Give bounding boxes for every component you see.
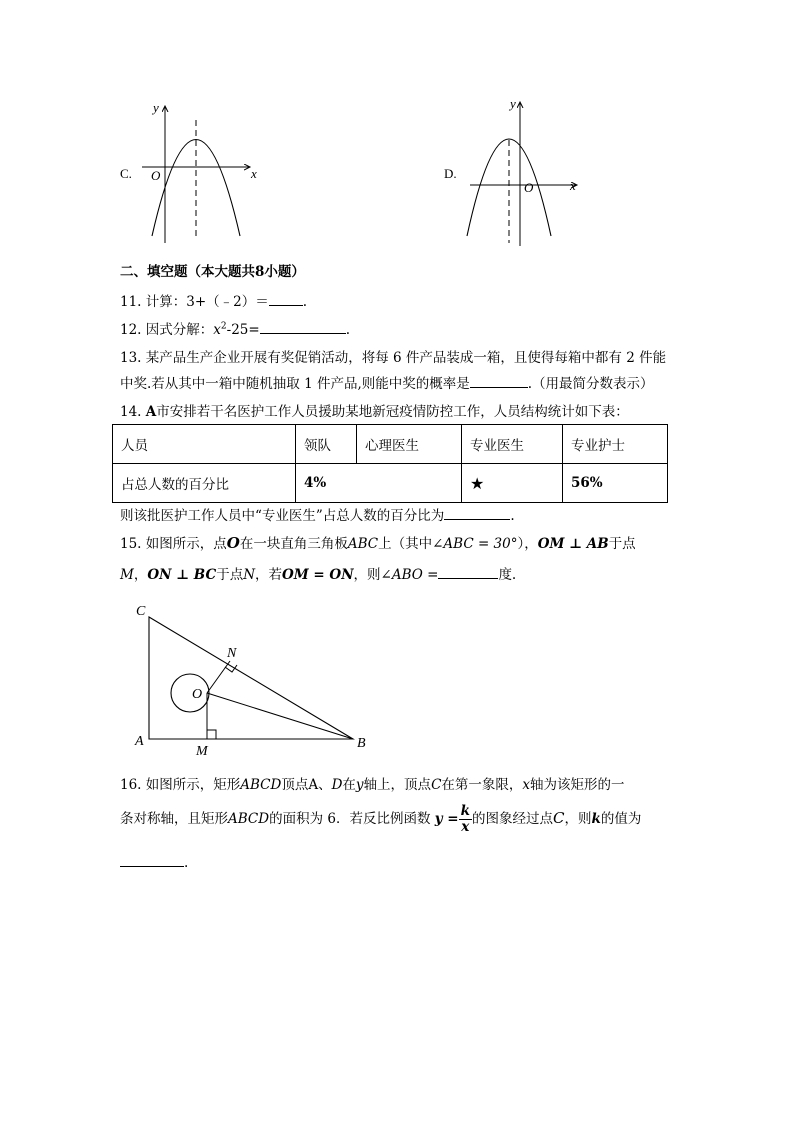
- section-heading: 二、填空题（本大题共8小题）: [120, 264, 305, 280]
- label-c: C: [136, 604, 146, 619]
- fraction-k-over-x: $\frac{k}{x}$: [460, 803, 470, 835]
- label-a: A: [135, 734, 144, 749]
- answer-blank-11[interactable]: [269, 291, 303, 306]
- segment-on: [207, 661, 230, 693]
- question-15-line-1: 15. 如图所示，点O在一块直角三角板ABC上（其中∠ABC = 30°），OM ⊥ AB于点: [120, 534, 636, 552]
- d-label: D.: [444, 166, 457, 181]
- table-cell: 56%: [563, 464, 668, 503]
- table-cell: 专业医生: [462, 425, 563, 464]
- question-14-after: 则该批医护工作人员中“专业医生”占总人数的百分比为 .: [120, 504, 515, 524]
- label-o: O: [192, 687, 203, 702]
- graph-c: [110, 98, 270, 243]
- circle-o: [171, 674, 209, 712]
- question-11: 11. 计算：3+（﹣2）＝ .: [120, 290, 307, 310]
- answer-blank-16[interactable]: [120, 852, 184, 867]
- label-b: B: [357, 736, 366, 751]
- triangle-figure: [130, 600, 380, 760]
- table-cell: 4%: [296, 464, 462, 503]
- d-origin-label: O: [524, 180, 534, 195]
- c-origin-label: O: [151, 168, 161, 183]
- d-y-label: y: [510, 98, 516, 111]
- staff-table: [112, 424, 668, 503]
- c-y-label: y: [153, 100, 159, 115]
- question-16-line-1: 16. 如图所示，矩形ABCD顶点A、D在y轴上，顶点C在第一象限，x轴为该矩形的一: [120, 777, 625, 793]
- question-14: 14. A市安排若干名医护工作人员援助某地新冠疫情防控工作，人员结构统计如下表：: [120, 404, 629, 420]
- triangle-abc: [149, 617, 353, 739]
- table-cell: 占总人数的百分比: [113, 464, 296, 503]
- table-header-row: [113, 425, 668, 464]
- table-row: [113, 464, 668, 503]
- c-label: C.: [120, 166, 132, 181]
- answer-blank-13[interactable]: [470, 373, 528, 388]
- question-16-line-3: .: [120, 852, 188, 871]
- table-cell: 专业护士: [563, 425, 668, 464]
- segment-ob: [207, 693, 353, 739]
- answer-blank-14[interactable]: [444, 505, 510, 520]
- graph-d: [440, 98, 590, 248]
- question-12: 12. 因式分解：$x^2-25=$ .: [120, 318, 350, 338]
- right-angle-m: [207, 730, 216, 739]
- answer-blank-12[interactable]: [260, 319, 346, 334]
- question-13-line-2: 中奖.若从其中一箱中随机抽取 1 件产品,则能中奖的概率是 .（用最简分数表示）: [120, 372, 654, 392]
- question-15-line-2: M，ON ⊥ BC于点N，若OM = ON，则∠ABO = 度.: [120, 563, 516, 583]
- table-cell: 心理医生: [357, 425, 462, 464]
- answer-blank-15[interactable]: [438, 564, 498, 579]
- question-16-line-2: 条对称轴，且矩形ABCD的面积为 6．若反比例函数 y = $\frac{k}{x}$ 的图象经过点C，则k的值为: [120, 803, 642, 835]
- table-cell: ★: [462, 464, 563, 503]
- c-x-label: x: [251, 166, 257, 181]
- label-m: M: [196, 744, 208, 759]
- d-x-label: x: [570, 178, 576, 193]
- question-13-line-1: 13. 某产品生产企业开展有奖促销活动，将每 6 件产品装成一箱，且使得每箱中都有 2 件能: [120, 350, 667, 366]
- label-n: N: [227, 646, 237, 661]
- table-cell: 领队: [296, 425, 357, 464]
- table-cell: 人员: [113, 425, 296, 464]
